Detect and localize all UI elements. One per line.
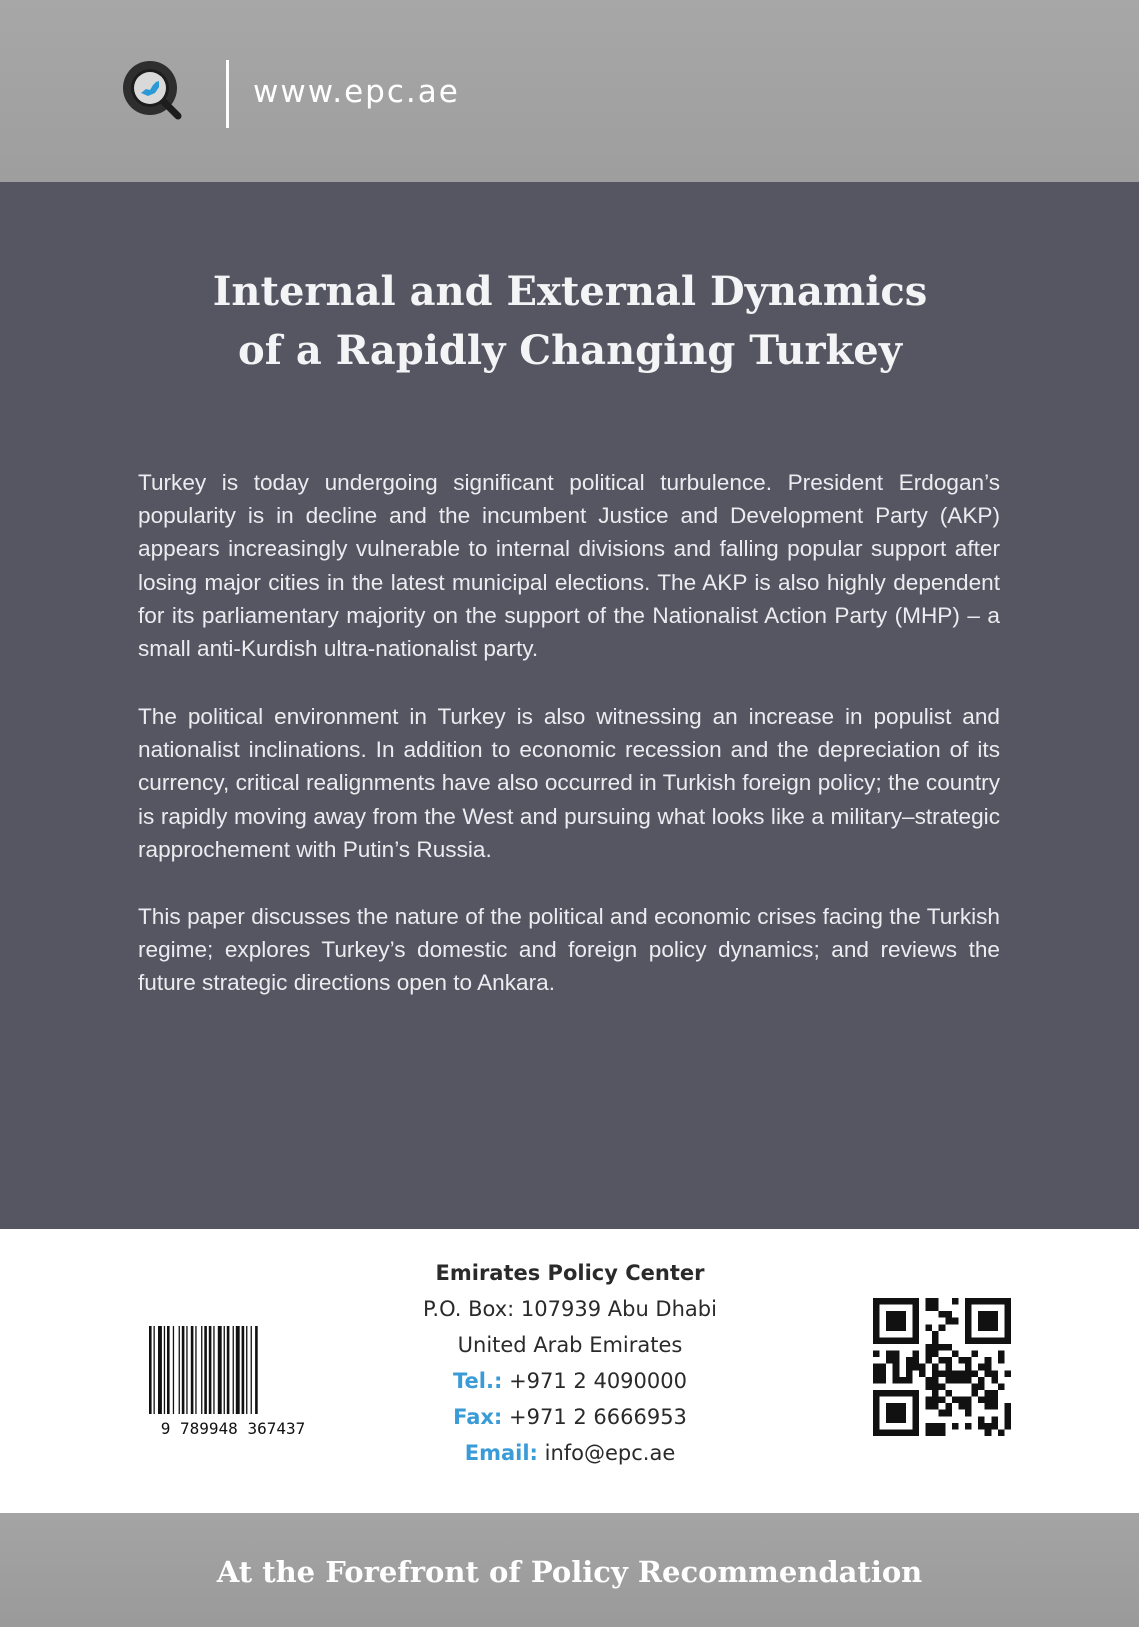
isbn-barcode: [135, 1322, 332, 1437]
tel-label: Tel.:: [453, 1369, 503, 1393]
email-line: [380, 1435, 760, 1471]
center-name: Emirates Policy Center: [435, 1261, 705, 1285]
header-divider: [226, 60, 229, 128]
tel-value[interactable]: +971 2 4090000: [509, 1369, 687, 1393]
contact-block: [380, 1255, 760, 1471]
email-value[interactable]: info@epc.ae: [544, 1441, 676, 1465]
fax-value: +971 2 6666953: [509, 1405, 687, 1429]
title-line-1: Internal and External Dynamics: [212, 268, 928, 315]
country: United Arab Emirates: [457, 1333, 683, 1357]
epc-logo-icon: [120, 58, 188, 126]
po-box: P.O. Box: 107939 Abu Dhabi: [423, 1297, 717, 1321]
fax-line: [380, 1399, 760, 1435]
tagline: At the Forefront of Policy Recommendation: [216, 1555, 923, 1589]
page-title: [150, 262, 990, 380]
qr-code-icon[interactable]: [873, 1298, 1011, 1436]
summary-paragraph-2: The political environment in Turkey is also witnessing an increase in populist and nationalist inclinations. In addition to economic recession and the depreciation of its currency, critical realignments have also occurred in Turkish foreign policy; the country is rapidly moving away from the West and pursuing what looks like a military–strategic rapprochement with Putin’s Russia.: [138, 704, 1000, 862]
website-url[interactable]: www.epc.ae: [253, 74, 460, 110]
fax-label: Fax:: [453, 1405, 503, 1429]
tel-line: [380, 1363, 760, 1399]
barcode-number: 9 789948 367437: [160, 1419, 306, 1437]
email-label: Email:: [464, 1441, 538, 1465]
summary-paragraph-3: This paper discusses the nature of the political and economic crises facing the Turkish regime; explores Turkey’s domestic and foreign policy dynamics; and reviews the future strategic directions open to Ankara.: [138, 904, 1000, 996]
title-line-2: of a Rapidly Changing Turkey: [238, 327, 902, 374]
summary-paragraph-1: Turkey is today undergoing significant political turbulence. President Erdogan’s popularity is in decline and the incumbent Justice and Development Party (AKP) appears increasingly vulnerable to internal divisions and falling popular support after losing major cities in the latest municipal elections. The AKP is also highly dependent for its parliamentary majority on the support of the Nationalist Action Party (MHP) – a small anti-Kurdish ultra-nationalist party.: [138, 470, 1000, 662]
